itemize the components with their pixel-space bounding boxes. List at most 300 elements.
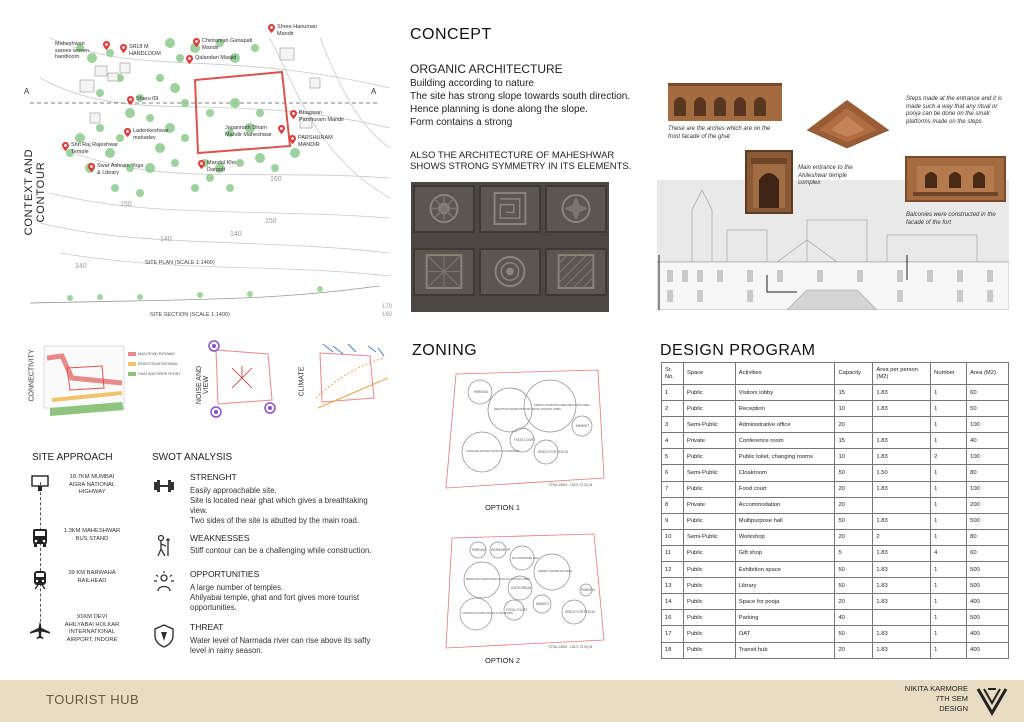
table-row [662,497,1009,513]
section-level: 170 [382,304,393,310]
table-cell: 12 [662,562,684,578]
table-cell: 1 [931,433,967,449]
carved-panel [479,248,541,296]
table-cell: Accommodation [735,497,835,513]
table-cell: 18 [662,642,684,658]
map-pin-icon [62,142,69,151]
table-cell: 9 [662,513,684,529]
map-pin-icon [127,96,134,105]
semester: 7TH SEM [935,694,968,703]
map-pin-icon [290,110,297,119]
map-pin-icon [278,125,285,134]
poi-label: Ladenkeshwar mahadev [133,128,169,141]
opportunity-person-icon [152,570,176,594]
table-cell: 100 [967,449,1009,465]
table-cell: 500 [967,610,1009,626]
zoning-option-2-label: OPTION 2 [485,656,521,665]
table-row [662,642,1009,658]
table-row [662,610,1009,626]
table-row [662,465,1009,481]
table-row [662,578,1009,594]
table-cell: 1 [931,417,967,433]
contour-label: 150 [120,201,132,208]
project-title: TOURIST HUB [46,692,140,707]
table-row [662,529,1009,545]
table-cell: 1 [931,562,967,578]
table-cell: Multipurpose hall [735,513,835,529]
zone-bubble-label: FOOD COURT [506,608,528,612]
table-cell: Public [683,545,735,561]
table-cell: 50 [835,578,873,594]
table-cell: 1.83 [873,562,931,578]
poi-bhagwan-parshuram[interactable] [290,110,350,123]
site-approach-heading: SITE APPROACH [32,452,113,463]
table-cell: 1 [931,529,967,545]
table-cell: Workshop [735,529,835,545]
concept-line: Form contains a strong [410,117,513,128]
table-cell: 14 [662,594,684,610]
table-cell: Public [683,578,735,594]
table-cell: Semi-Public [683,417,735,433]
table-row [662,401,1009,417]
table-cell: 4 [662,433,684,449]
table-cell: Gift shop [735,545,835,561]
table-cell: 1 [931,481,967,497]
table-cell: 500 [967,578,1009,594]
table-cell: 1.83 [873,401,931,417]
table-cell: 1 [931,465,967,481]
footer-bar [0,680,1024,722]
table-cell: 400 [967,594,1009,610]
swot-heading: SWOT ANALYSIS [152,452,233,463]
strength-line: view. [190,506,208,515]
zone-bubble-label: PARKING [474,390,489,394]
column-header: Area per person (M2) [873,363,931,385]
fort-balcony-photo [905,156,1006,202]
zone-bubble-label: LIBRARY EXHIBITION AREA MEDITATION AREA [534,404,590,407]
map-pin-icon [268,24,275,33]
poi-label: SRIJI M HANDLOOM [129,44,161,57]
table-cell: 1.83 [873,545,931,561]
map-pin-icon [88,163,95,172]
threat-shield-icon [152,624,176,648]
zoning-option-2-diagram [438,532,610,652]
table-cell: Public [683,562,735,578]
table-row [662,433,1009,449]
entrance-annotation: Main entrance to the Ahileshwar temple complex [798,165,853,186]
table-cell: 20 [835,417,873,433]
table-row [662,545,1009,561]
table-cell: Cloakroom [735,465,835,481]
table-cell: 1 [931,626,967,642]
table-cell: 40 [967,433,1009,449]
concept-line: Building according to nature [410,78,534,89]
table-cell: 400 [967,642,1009,658]
poi-label: Shree Hanuman Mandir [277,24,318,37]
carved-panel [545,185,607,233]
table-cell: 2 [873,529,931,545]
opportunity-line: Ahilyabai temple, ghat and fort gives more tourist [190,593,360,602]
poi-label: Shri Raj Rajeshwar Temple [71,142,119,155]
contour-label: 140 [230,231,242,238]
poi-swar-ashram[interactable] [88,163,148,176]
opportunity-title: OPPORTUNITIES [190,569,260,579]
table-row [662,562,1009,578]
zone-bubble-label: LIBRARY EXHIBITION AREA [538,570,573,573]
zone-bubble-label: RECEPTION ADMINISTRATIVE OFFICE VISITORS LOBBY [494,408,562,411]
strength-line: Site is located near ghat which gives a breathtaking [190,496,368,505]
legend-label: PEDESTRIAN PATHWAY [138,362,178,366]
weakness-crutch-icon [152,534,176,558]
table-cell: 500 [967,562,1009,578]
table-cell: 100 [967,481,1009,497]
table-cell: 1 [931,401,967,417]
airplane-icon [29,620,51,640]
poi-label: Mandal Kho Dargah [207,160,237,173]
contour-label: 140 [160,236,172,243]
map-pin-icon [120,44,127,53]
table-cell: 17 [662,626,684,642]
table-cell: Public [683,401,735,417]
table-cell: 80 [967,529,1009,545]
threat-text [190,636,370,656]
table-cell: Semi-Public [683,465,735,481]
table-cell: 7 [662,481,684,497]
table-cell: 8 [662,497,684,513]
table-cell: 1.83 [873,385,931,401]
table-cell: Public [683,610,735,626]
table-cell: 13 [662,578,684,594]
table-cell: 11 [662,545,684,561]
threat-title: THREAT [190,622,224,632]
table-cell: 50 [835,513,873,529]
poi-hanuman-mandir[interactable] [268,24,328,37]
table-row [662,449,1009,465]
map-pin-icon [124,128,131,137]
author-logo-icon [975,684,1009,718]
table-row [662,626,1009,642]
poi-mandal-kho-dargah[interactable] [198,160,248,173]
table-cell: Semi-Public [683,529,735,545]
table-cell: 1 [931,594,967,610]
weakness-title: WEAKNESSES [190,533,250,543]
poi-label: PARSHURAM MANDIR [298,135,333,148]
table-cell: 5 [835,545,873,561]
table-cell: Visitors lobby [735,385,835,401]
zone-bubble-label: AUDITORIUM [511,586,532,590]
zone-bubble-label: MARKET [536,602,550,606]
legend-label: MAIN ROAD PATHWAY [138,352,176,356]
legend-swatch [128,372,136,376]
poi-jagannath-dham[interactable] [225,125,285,138]
strength-dumbbell-icon [152,474,176,498]
strength-title: STRENGHT [190,472,237,482]
design-program-heading: DESIGN PROGRAM [660,342,816,359]
climate-diagram [308,338,393,423]
table-header-row [662,363,1009,385]
poi-label: Sharu 09 [136,96,159,102]
table-cell: 60 [967,385,1009,401]
table-row [662,385,1009,401]
zoning-scale: TOTAL AREA - 13671.73 SQ.M [548,645,593,649]
legend-swatch [128,352,136,356]
table-row [662,594,1009,610]
table-cell: 50 [835,562,873,578]
poi-sriji-handloom[interactable] [120,44,165,57]
zone-bubble-label: PARKING [472,548,487,552]
poi-parshuram-mandir[interactable] [289,135,344,148]
carved-panel [545,248,607,296]
organic-architecture-heading: ORGANIC ARCHITECTURE [410,62,563,76]
symmetry-line: ALSO THE ARCHITECTURE OF MAHESHWAR [410,150,615,161]
section-marker-right: A [371,87,377,96]
poi-label: Swar Ashram Yoga & Library [97,163,144,176]
table-cell: OAT [735,626,835,642]
subject: DESIGN [939,704,968,713]
noise-view-label: NOISE AND VIEW [196,365,210,405]
approach-railhead: 39 KM BARWAHA RAILHEAD [68,570,116,584]
highway-icon [30,474,50,492]
table-cell: 16 [662,610,684,626]
poi-sarees-handloom[interactable] [55,41,110,61]
section-marker-left: A [24,87,30,96]
column-header: Capacity [835,363,873,385]
approach-route-line [40,482,41,637]
table-row [662,513,1009,529]
table-cell: 10 [835,401,873,417]
climate-label: CLIMATE [298,366,306,397]
table-cell: 400 [967,626,1009,642]
table-cell: Parking [735,610,835,626]
table-cell: 1.83 [873,578,931,594]
table-cell: 40 [835,610,873,626]
author-block [860,684,968,714]
zone-bubble-label: CHANGING ROOMS TOILETS CLOAKROOMS [462,612,513,615]
site-section-caption: SITE SECTION (SCALE 1:1400) [150,312,230,318]
balconies-annotation: Balconies were constructed in the facade of the fort [906,212,996,226]
map-pin-icon [289,135,296,144]
poi-sharu[interactable] [127,96,167,105]
poi-label: Chintaman Ganapati Mandir [202,38,253,51]
table-row [662,417,1009,433]
table-cell: 20 [835,529,873,545]
zoning-option-1-diagram [438,368,610,493]
carved-panel [479,185,541,233]
site-plan-caption: SITE PLAN (SCALE 1:1400) [145,260,215,266]
poi-label: Maheshwari sarees woven handloom [55,41,89,60]
table-cell: 1.83 [873,642,931,658]
arches-annotation: These are the arches which are on the front facade of the ghat [668,126,771,140]
table-cell: Library [735,578,835,594]
concept-line: Hence planning is done along the slope. [410,104,588,115]
table-cell: 20 [835,642,873,658]
table-cell: 100 [967,417,1009,433]
table-cell: Public toilet, changing rooms [735,449,835,465]
zone-bubble-label: WORKSHOP [491,548,510,552]
table-cell: Public [683,385,735,401]
zone-bubble-label: MARKET [576,424,590,428]
contour-label: 140 [75,263,87,270]
column-header: Area (M2) [967,363,1009,385]
table-cell [873,417,931,433]
table-cell: 4 [931,545,967,561]
table-cell: 20 [835,481,873,497]
threat-line: Water level of Narmada river can rise above its safty [190,636,371,645]
ghat-steps-photo [797,90,897,150]
concept-heading: CONCEPT [410,26,492,43]
zone-bubble-label: SPACE FOR POOJA [565,610,595,614]
table-cell: Public [683,594,735,610]
zone-bubble-label: FOOD COURT [514,438,536,442]
table-cell: 1 [931,642,967,658]
carved-panels-photo [411,182,609,312]
opportunity-text [190,583,359,613]
map-pin-icon [198,160,205,169]
map-pin-icon [186,55,193,64]
table-cell: 1 [931,385,967,401]
table-cell: 1.83 [873,626,931,642]
train-icon [30,570,50,590]
zoning-scale: TOTAL AREA - 13671.73 SQ.M [548,483,593,487]
weakness-text [190,546,371,556]
column-header: Space [683,363,735,385]
column-header: Activities [735,363,835,385]
symmetry-line: SHOWS STRONG SYMMETRY IN ITS ELEMENTS. [410,161,632,172]
table-cell: 1 [662,385,684,401]
table-cell: Exhibition space [735,562,835,578]
table-body [662,385,1009,659]
zone-bubble-label: RECEPTION ADMINISTRATIVE OFFICE VISITORS LOBBY [466,578,531,581]
table-cell: Food court [735,481,835,497]
carved-panel [413,185,475,233]
zone-bubble-label: MULTIPURPOSE HALL [512,557,540,560]
table-cell: 50 [835,626,873,642]
context-contour-title: CONTEXT AND CONTOUR [23,148,47,236]
carved-panel [413,248,475,296]
table-cell: 15 [835,385,873,401]
table-cell: Transit hub [735,642,835,658]
table-cell: 20 [835,594,873,610]
approach-highway: 18.7KM MUMBAI AGRA NATIONAL HIGHWAY [68,474,116,495]
poi-raj-rajeshwar[interactable] [62,142,122,155]
weakness-line: Stiff contour can be a challenging while construction. [190,546,372,555]
poi-chintaman-ganapati[interactable] [193,38,253,51]
table-cell: Private [683,433,735,449]
temple-entrance-photo [745,150,793,214]
table-cell: Space for pooja [735,594,835,610]
table-cell: 2 [662,401,684,417]
table-cell: 1.83 [873,433,931,449]
strength-text [190,486,368,526]
table-cell: 20 [835,497,873,513]
zone-bubble-label: PARKING [581,588,596,592]
table-cell: 5 [662,449,684,465]
table-cell: 1 [931,578,967,594]
poi-label: Jagannath Dham Mandir Maheshwar [225,125,272,138]
column-header: Number [931,363,967,385]
table-cell: 1.83 [873,513,931,529]
design-program-table [661,362,1009,659]
threat-line: level in rainy season. [190,646,263,655]
table-cell [873,610,931,626]
poi-qalandari-masjid[interactable] [186,55,246,64]
table-cell: 2 [931,449,967,465]
map-pin-icon [193,38,200,47]
approach-bus-stand: 1.3KM MAHESHWAR BUS STAND [63,528,121,542]
table-cell: 60 [967,545,1009,561]
connectivity-label: CONNECTIVITY [28,349,36,402]
table-cell: 200 [967,497,1009,513]
strength-line: Two sides of the site is abutted by the main road. [190,516,360,525]
table-cell: Administrative office [735,417,835,433]
legend-label: GHAT AND RIVER FRONT [138,372,181,376]
table-cell: 3 [662,417,684,433]
table-cell: 80 [967,465,1009,481]
map-pin-icon [103,41,110,50]
zone-bubble-label: SPACE FOR POOJA [538,450,568,454]
noise-view-diagram [198,338,293,423]
table-cell: 1.83 [873,594,931,610]
table-cell: Public [683,449,735,465]
poi-label: Bhagwan Parshuram Mandir [299,110,345,123]
opportunity-line: opportunities. [190,603,237,612]
table-cell: 50 [835,465,873,481]
concept-text [410,77,650,129]
table-cell: 10 [835,449,873,465]
opportunity-line: A large number of temples. [190,583,284,592]
ghat-arches-photo [668,83,782,121]
table-cell: Reception [735,401,835,417]
zoning-option-1-label: OPTION 1 [485,503,521,512]
column-header: Sr. No. [662,363,684,385]
zone-bubble-label: CHANGING ROOMS TOILETS CLOAKROOMS [466,450,520,453]
table-cell: 1.83 [873,449,931,465]
table-cell: 15 [835,433,873,449]
bus-icon [30,528,50,548]
strength-line: Easily approachable site. [190,486,277,495]
zoning-heading: ZONING [412,342,478,359]
approach-airport: 91KM DEVI AHILYABAI HOLKAR INTERNATIONAL AIRPORT, INDORE [64,614,120,643]
connectivity-diagram [22,338,140,418]
contour-label: 150 [265,218,277,225]
steps-annotation: Steps made at the entrance and it is made such a way that any ritual or pooja can be done on the small platforms made on the steps [906,96,1003,125]
table-cell: 1 [931,497,967,513]
legend-swatch [128,362,136,366]
table-cell: 1.83 [873,481,931,497]
student-name: NIKITA KARMORE [904,684,968,693]
poi-ladenkeshwar[interactable] [124,128,174,141]
table-cell: 1.50 [873,465,931,481]
table-cell: Conference room [735,433,835,449]
table-cell: 10 [662,529,684,545]
symmetry-text [410,150,631,172]
table-cell: 1 [931,610,967,626]
table-cell: Public [683,626,735,642]
table-row [662,481,1009,497]
table-cell: 1 [931,513,967,529]
concept-line: The site has strong slope towards south direction. [410,91,631,102]
table-cell: 500 [967,513,1009,529]
section-level: 160 [382,312,393,318]
contour-label: 160 [270,176,282,183]
poi-label: Qalandari Masjid [195,55,237,61]
table-cell: 50 [967,401,1009,417]
table-cell: Public [683,481,735,497]
table-cell: Private [683,497,735,513]
table-cell: Public [683,513,735,529]
table-cell: 6 [662,465,684,481]
table-cell [873,497,931,513]
